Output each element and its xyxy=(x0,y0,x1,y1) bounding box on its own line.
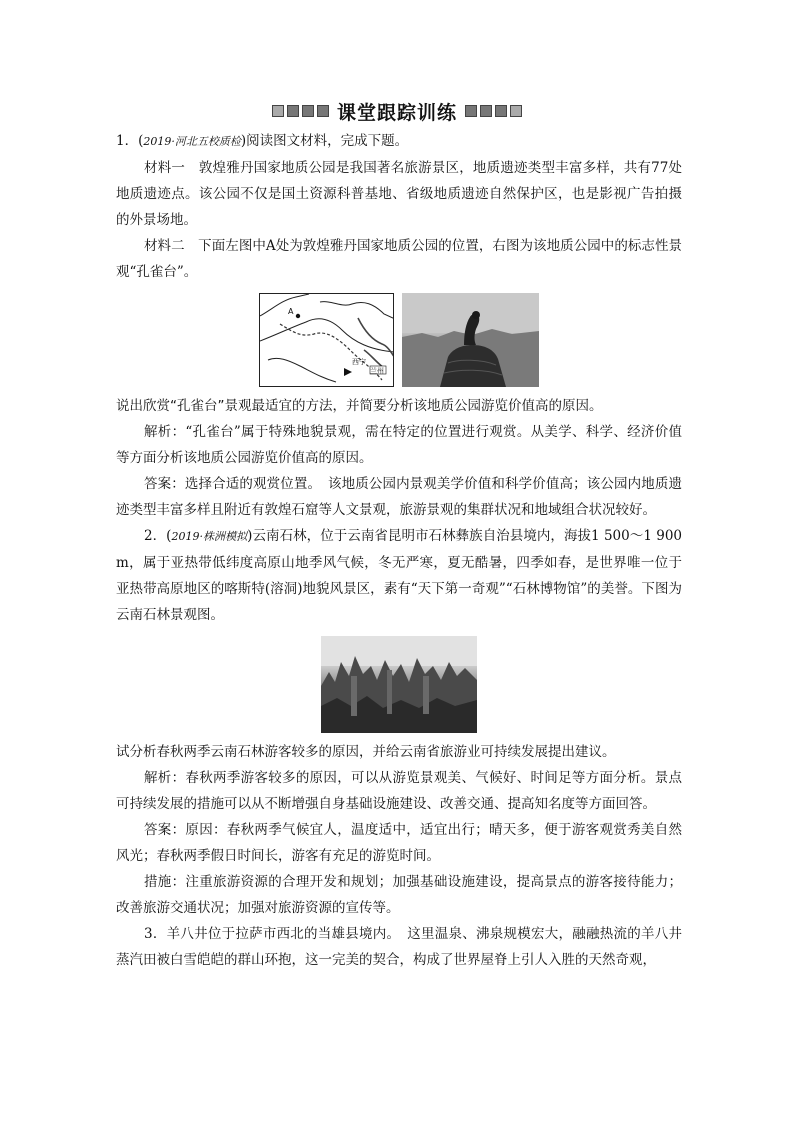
question-2-intro: 2．(2019·株洲模拟)云南石林，位于云南省昆明市石林彝族自治县境内，海拔1 500～1 900 m，属于亚热带低纬度高原山地季风气候，冬无严寒，夏无酷暑，四季如春，是世界唯一位于亚热带高原地区的喀斯特(溶洞)地貌风景区，素有“天下第一奇观”“石林博物馆”的美誉。下图为云南石林景观图。 xyxy=(116,528,683,623)
location-map xyxy=(259,293,394,387)
map-label-xining: 西宁 xyxy=(352,358,366,366)
question-2-measures: 措施：注重旅游资源的合理开发和规划；加强基础设施建设，提高景点的游客接待能力；改善旅游交通状况；加强对旅游资源的宣传等。 xyxy=(116,874,682,916)
map-arrow xyxy=(344,368,352,376)
question-3-intro: 3．羊八井位于拉萨市西北的当雄县境内。 这里温泉、沸泉规模宏大，融融热流的羊八井蒸汽田被白雪皑皑的群山环抱，这一完美的契合，构成了世界屋脊上引人入胜的天然奇观， xyxy=(116,926,682,968)
question-1-answer: 答案：选择合适的观赏位置。 该地质公园内景观美学价值和科学价值高；该公园内地质遗迹类型丰富多样且附近有敦煌石窟等人文景观，旅游景观的集群状况和地域组合状况较好。 xyxy=(116,476,682,518)
question-1-analysis: 解析：“孔雀台”属于特殊地貌景观，需在特定的位置进行观赏。从美学、科学、经济价值等方面分析该地质公园游览价值高的原因。 xyxy=(116,424,682,466)
question-2-answer: 答案：原因：春秋两季气候宜人，温度适中，适宜出行；晴天多，便于游客观赏秀美自然风光；春秋两季假日时间长，游客有充足的游览时间。 xyxy=(116,822,682,864)
question-1-prompt: 说出欣赏“孔雀台”景观最适宜的方法，并简要分析该地质公园游览价值高的原因。 xyxy=(116,398,603,414)
question-2-source: 2019·株洲模拟 xyxy=(171,530,248,543)
section-title: 课堂跟踪训练 xyxy=(336,101,457,124)
question-1-figures xyxy=(116,293,682,387)
question-1-source: 2019·河北五校质检 xyxy=(143,135,241,148)
question-2-prompt: 试分析春秋两季云南石林游客较多的原因，并给云南省旅游业可持续发展提出建议。 xyxy=(116,744,616,760)
question-1-material-2: 材料二 下面左图中A处为敦煌雅丹国家地质公园的位置，右图为该地质公园中的标志性景观“孔雀台”。 xyxy=(116,238,682,280)
question-2-analysis: 解析：春秋两季游客较多的原因，可以从游览景观美、气候好、时间足等方面分析。景点可持续发展的措施可以从不断增强自身基础设施建设、改善交通、提高知名度等方面回答。 xyxy=(116,770,682,812)
header-decoration-left xyxy=(272,105,329,117)
location-marker-a xyxy=(296,314,300,318)
section-header xyxy=(0,98,794,124)
map-label-lanzhou: 兰州 xyxy=(370,367,384,375)
question-1-material-1: 材料一 敦煌雅丹国家地质公园是我国著名旅游景区，地质遗迹类型丰富多样，共有77处地质遗迹点。该公园不仅是国土资源科普基地、省级地质遗迹自然保护区，也是影视广告拍摄的外景场地。 xyxy=(116,160,682,228)
header-decoration-right xyxy=(465,105,522,117)
map-label-a: A xyxy=(288,307,294,316)
map-drawing xyxy=(260,294,394,387)
peacock-terrace-photo xyxy=(402,293,539,387)
stone-forest-photo xyxy=(321,636,477,733)
question-1-intro: 1．(2019·河北五校质检)阅读图文材料，完成下题。 xyxy=(116,133,409,149)
content-body xyxy=(116,128,682,973)
